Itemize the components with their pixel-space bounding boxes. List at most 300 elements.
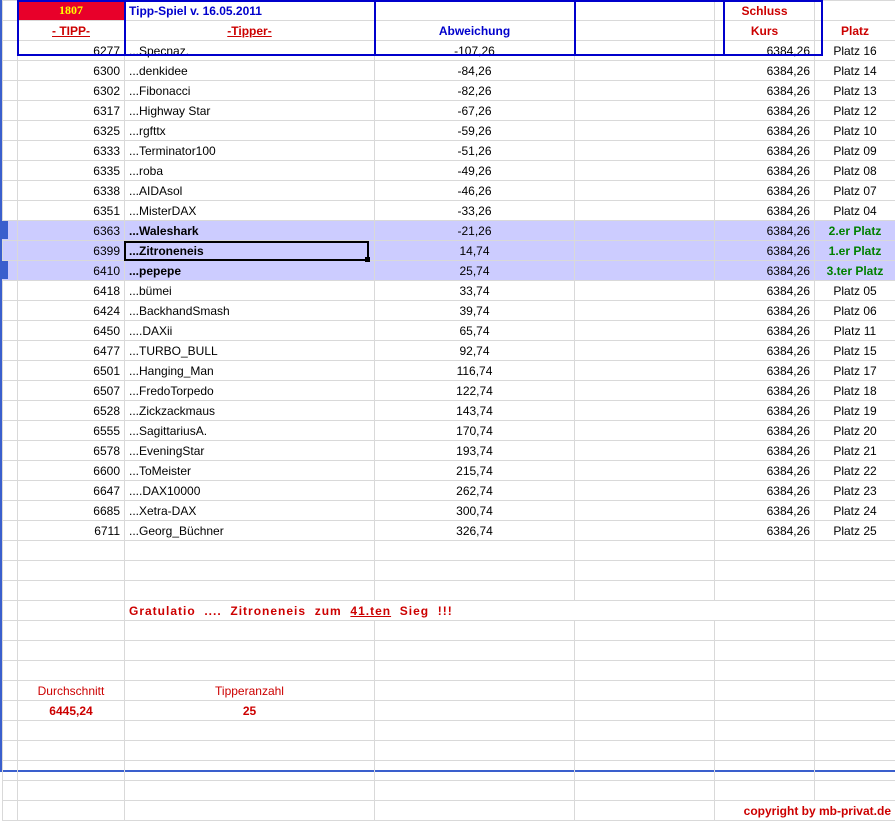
empty-cell [575,101,715,121]
table-row[interactable] [3,41,895,61]
header-row-1 [3,1,895,21]
congratulation-row [3,601,895,621]
cell-kurs: 6384,26 [715,161,815,181]
cell-abweichung: 25,74 [375,261,575,281]
row-gutter [3,321,18,341]
cell-tipp: 6555 [18,421,125,441]
cell-platz: Platz 05 [815,281,895,301]
cell-platz: Platz 04 [815,201,895,221]
spacer-row [3,721,895,741]
row-gutter [3,101,18,121]
table-row[interactable] [3,341,895,361]
empty-cell [575,781,715,801]
empty-cell [125,721,375,741]
cell-platz: Platz 09 [815,141,895,161]
stats-label-row [3,681,895,701]
empty-cell [815,661,895,681]
cell-abweichung: 326,74 [375,521,575,541]
cell-platz: Platz 11 [815,321,895,341]
cell-platz: 1.er Platz [815,241,895,261]
cell-platz: Platz 19 [815,401,895,421]
cell-tipper: ...SagittariusA. [125,421,375,441]
tipp-spiel-table [2,0,895,821]
cell-kurs: 6384,26 [715,421,815,441]
cell-tipper: ...Zickzackmaus [125,401,375,421]
row-gutter [3,21,18,41]
cell-platz: Platz 25 [815,521,895,541]
cell-platz: Platz 13 [815,81,895,101]
table-row[interactable] [3,321,895,341]
empty-cell [715,541,815,561]
cell-tipper: ....DAX10000 [125,481,375,501]
table-row[interactable] [3,161,895,181]
cell-abweichung: 193,74 [375,441,575,461]
cell-tipp: 6501 [18,361,125,381]
empty-cell [815,681,895,701]
empty-cell [715,581,815,601]
row-gutter [3,261,18,281]
row-gutter [3,501,18,521]
table-row[interactable] [3,181,895,201]
empty-cell [575,161,715,181]
cell-platz: Platz 12 [815,101,895,121]
table-row[interactable] [3,201,895,221]
tipper-count-value: 25 [125,701,375,721]
cell-tipp: 6399 [18,241,125,261]
cell-tipper: ...roba [125,161,375,181]
cell-abweichung: 14,74 [375,241,575,261]
row-gutter [3,201,18,221]
cell-tipp: 6477 [18,341,125,361]
cell-abweichung: 116,74 [375,361,575,381]
cell-platz: Platz 10 [815,121,895,141]
empty-cell [815,641,895,661]
cell-abweichung: 215,74 [375,461,575,481]
empty-cell [375,561,575,581]
cell-abweichung: -46,26 [375,181,575,201]
copyright-row [3,801,895,821]
cell-platz: 3.ter Platz [815,261,895,281]
table-row[interactable] [3,381,895,401]
empty-cell [575,261,715,281]
empty-cell [575,181,715,201]
empty-cell [575,641,715,661]
cell-abweichung: 300,74 [375,501,575,521]
cell-kurs: 6384,26 [715,361,815,381]
cell-tipp: 6325 [18,121,125,141]
cell-tipper: ...AIDAsol [125,181,375,201]
empty-cell [575,621,715,641]
empty-cell [375,781,575,801]
cell-kurs: 6384,26 [715,281,815,301]
cell-tipp: 6335 [18,161,125,181]
cell-tipper: ...Zitroneneis [125,241,375,261]
empty-cell [815,541,895,561]
cell-platz: Platz 18 [815,381,895,401]
cell-tipp: 6410 [18,261,125,281]
table-body [3,41,895,541]
cell-kurs: 6384,26 [715,81,815,101]
empty-cell [575,721,715,741]
empty-cell [375,741,575,761]
empty-cell [3,761,18,781]
empty-cell [575,461,715,481]
congrats-word-2: zum [315,604,342,618]
empty-cell [575,381,715,401]
empty-cell [375,761,575,781]
empty-cell [715,781,815,801]
empty-cell [125,761,375,781]
empty-cell [575,361,715,381]
cell-tipp: 6424 [18,301,125,321]
cell-platz: Platz 08 [815,161,895,181]
empty-cell [575,541,715,561]
box-number: 1807 [18,1,125,21]
cell-kurs: 6384,26 [715,181,815,201]
empty-cell [815,601,895,621]
cell-platz: Platz 17 [815,361,895,381]
row-gutter [3,441,18,461]
empty-cell [375,681,575,701]
empty-cell [575,401,715,421]
empty-cell [815,781,895,801]
empty-cell [3,641,18,661]
empty-cell [575,341,715,361]
cell-tipper: ...Terminator100 [125,141,375,161]
row-gutter [3,801,18,821]
empty-cell [3,781,18,801]
cell-tipp: 6647 [18,481,125,501]
cell-platz: Platz 16 [815,41,895,61]
table-row[interactable] [3,61,895,81]
cell-kurs: 6384,26 [715,61,815,81]
cell-tipp: 6338 [18,181,125,201]
row-gutter [3,121,18,141]
table-row[interactable] [3,281,895,301]
table-row[interactable] [3,81,895,101]
cell-platz: Platz 14 [815,61,895,81]
row-gutter [3,1,18,21]
cell-tipper: ...EveningStar [125,441,375,461]
cell-tipper: ...Georg_Büchner [125,521,375,541]
empty-cell [18,781,125,801]
cell-tipp: 6528 [18,401,125,421]
table-row[interactable] [3,221,895,241]
cell-tipper: ....DAXii [125,321,375,341]
cell-platz: Platz 23 [815,481,895,501]
cell-abweichung: -21,26 [375,221,575,241]
table-row[interactable] [3,521,895,541]
empty-cell [815,701,895,721]
row-gutter [3,341,18,361]
row-gutter [3,61,18,81]
empty-cell [375,641,575,661]
cell-kurs: 6384,26 [715,201,815,221]
row-gutter [3,281,18,301]
empty-cell [575,201,715,221]
empty-cell [575,321,715,341]
empty-cell [125,641,375,661]
cell-kurs: 6384,26 [715,501,815,521]
empty-cell [125,581,375,601]
empty-cell [715,701,815,721]
empty-cell [575,441,715,461]
empty-cell [575,41,715,61]
empty-cell [715,741,815,761]
cell-kurs: 6384,26 [715,141,815,161]
cell-platz: 2.er Platz [815,221,895,241]
row-gutter [3,181,18,201]
cell-tipp: 6300 [18,61,125,81]
cell-platz: Platz 21 [815,441,895,461]
cell-tipp: 6333 [18,141,125,161]
empty-cell [575,21,715,41]
cell-kurs: 6384,26 [715,441,815,461]
spacer-row [3,541,895,561]
spacer-row [3,761,895,781]
cell-tipper: ...FredoTorpedo [125,381,375,401]
cell-kurs: 6384,26 [715,321,815,341]
cell-kurs: 6384,26 [715,261,815,281]
cell-tipp: 6317 [18,101,125,121]
cell-tipper: ...rgfttx [125,121,375,141]
cell-platz: Platz 15 [815,341,895,361]
spacer-row [3,641,895,661]
cell-abweichung: 33,74 [375,281,575,301]
table-row[interactable] [3,121,895,141]
cell-abweichung: 143,74 [375,401,575,421]
table-row[interactable] [3,421,895,441]
cell-platz: Platz 06 [815,301,895,321]
empty-cell [815,621,895,641]
empty-cell [815,761,895,781]
cell-abweichung: 262,74 [375,481,575,501]
empty-cell [375,581,575,601]
empty-cell [375,1,575,21]
empty-cell [3,581,18,601]
empty-cell [18,581,125,601]
empty-cell [815,1,895,21]
spacer-row [3,561,895,581]
table-row[interactable] [3,481,895,501]
cell-abweichung: -49,26 [375,161,575,181]
cell-tipper: ...denkidee [125,61,375,81]
spacer-row [3,661,895,681]
empty-cell [125,561,375,581]
empty-cell [375,721,575,741]
cell-tipp: 6578 [18,441,125,461]
empty-cell [18,561,125,581]
cell-kurs: 6384,26 [715,221,815,241]
empty-cell [18,721,125,741]
row-gutter [3,681,18,701]
cell-abweichung: 92,74 [375,341,575,361]
cell-abweichung: -67,26 [375,101,575,121]
cell-kurs: 6384,26 [715,401,815,421]
empty-cell [18,641,125,661]
cell-tipp: 6450 [18,321,125,341]
cell-tipp: 6363 [18,221,125,241]
table-row[interactable] [3,401,895,421]
empty-cell [575,81,715,101]
empty-cell [575,281,715,301]
cell-tipper: ...BackhandSmash [125,301,375,321]
col-header-tipper: -Tipper- [125,21,375,41]
cell-tipper: ...Fibonacci [125,81,375,101]
average-label: Durchschnitt [18,681,125,701]
copyright-text: copyright by mb-privat.de [715,801,895,821]
row-gutter [3,421,18,441]
col-header-abweichung: Abweichung [375,21,575,41]
empty-cell [125,541,375,561]
empty-cell [375,661,575,681]
row-gutter [3,381,18,401]
empty-cell [18,761,125,781]
average-value: 6445,24 [18,701,125,721]
table-row[interactable] [3,461,895,481]
cell-tipper: ...Xetra-DAX [125,501,375,521]
empty-cell [125,801,375,821]
cell-kurs: 6384,26 [715,481,815,501]
table-row[interactable] [3,241,895,261]
empty-cell [18,661,125,681]
empty-cell [3,741,18,761]
row-gutter [3,481,18,501]
row-gutter [3,301,18,321]
cell-tipper: ...TURBO_BULL [125,341,375,361]
col-header-kurs: Kurs [715,21,815,41]
cell-kurs: 6384,26 [715,461,815,481]
empty-cell [3,561,18,581]
col-header-platz: Platz [815,21,895,41]
empty-cell [375,701,575,721]
header-row-2 [3,21,895,41]
cell-tipper: ...pepepe [125,261,375,281]
cell-tipp: 6685 [18,501,125,521]
cell-tipper: ...Hanging_Man [125,361,375,381]
empty-cell [375,801,575,821]
empty-cell [575,701,715,721]
empty-cell [3,541,18,561]
spacer-row [3,581,895,601]
cell-tipper: ...Specnaz. [125,41,375,61]
tipper-count-label: Tipperanzahl [125,681,375,701]
congrats-word-1: Gratulatio [129,604,196,618]
cell-platz: Platz 22 [815,461,895,481]
empty-cell [575,1,715,21]
cell-tipp: 6507 [18,381,125,401]
empty-cell [715,721,815,741]
table-row[interactable] [3,441,895,461]
congrats-excl: !!! [438,604,453,618]
cell-tipp: 6302 [18,81,125,101]
congrats-dots: .... [204,604,221,618]
empty-cell [715,641,815,661]
empty-cell [575,241,715,261]
cell-kurs: 6384,26 [715,301,815,321]
row-gutter [3,161,18,181]
cell-abweichung: -82,26 [375,81,575,101]
cell-abweichung: 65,74 [375,321,575,341]
row-gutter [3,701,18,721]
cell-tipper: ...ToMeister [125,461,375,481]
table-row[interactable] [3,301,895,321]
empty-cell [575,761,715,781]
table-row[interactable] [3,141,895,161]
empty-cell [575,61,715,81]
empty-cell [18,741,125,761]
empty-cell [3,621,18,641]
empty-cell [3,721,18,741]
cell-platz: Platz 07 [815,181,895,201]
stats-value-row [3,701,895,721]
row-gutter [3,41,18,61]
spacer-row [3,741,895,761]
cell-tipper: ...bümei [125,281,375,301]
empty-cell [575,121,715,141]
empty-cell [575,581,715,601]
game-title: Tipp-Spiel v. 16.05.2011 [125,1,375,21]
table-row[interactable] [3,101,895,121]
empty-cell [575,221,715,241]
empty-cell [18,601,125,621]
empty-cell [715,561,815,581]
cell-abweichung: 170,74 [375,421,575,441]
cell-kurs: 6384,26 [715,241,815,261]
empty-cell [575,561,715,581]
empty-cell [815,741,895,761]
empty-cell [715,681,815,701]
cell-kurs: 6384,26 [715,341,815,361]
row-gutter [3,361,18,381]
empty-cell [375,541,575,561]
congrats-winner: Zitroneneis [230,604,306,618]
row-gutter [3,141,18,161]
congrats-word-3: Sieg [400,604,429,618]
cell-tipper: ...MisterDAX [125,201,375,221]
row-gutter [3,221,18,241]
table-footer-area [3,541,895,821]
empty-cell [125,661,375,681]
cell-kurs: 6384,26 [715,121,815,141]
cell-tipp: 6600 [18,461,125,481]
table-row[interactable] [3,261,895,281]
row-gutter [3,241,18,261]
empty-cell [125,741,375,761]
empty-cell [18,621,125,641]
cell-platz: Platz 20 [815,421,895,441]
table-row[interactable] [3,361,895,381]
cell-tipper: ...Waleshark [125,221,375,241]
cell-kurs: 6384,26 [715,521,815,541]
cell-abweichung: 39,74 [375,301,575,321]
empty-cell [815,721,895,741]
empty-cell [575,521,715,541]
spacer-row [3,781,895,801]
empty-cell [575,801,715,821]
empty-cell [575,661,715,681]
empty-cell [575,741,715,761]
cell-kurs: 6384,26 [715,41,815,61]
cell-tipp: 6351 [18,201,125,221]
cell-tipp: 6418 [18,281,125,301]
empty-cell [575,141,715,161]
cell-platz: Platz 24 [815,501,895,521]
congratulation-text [125,601,815,621]
table-row[interactable] [3,501,895,521]
row-gutter [3,81,18,101]
congrats-count: 41.ten [350,604,391,618]
